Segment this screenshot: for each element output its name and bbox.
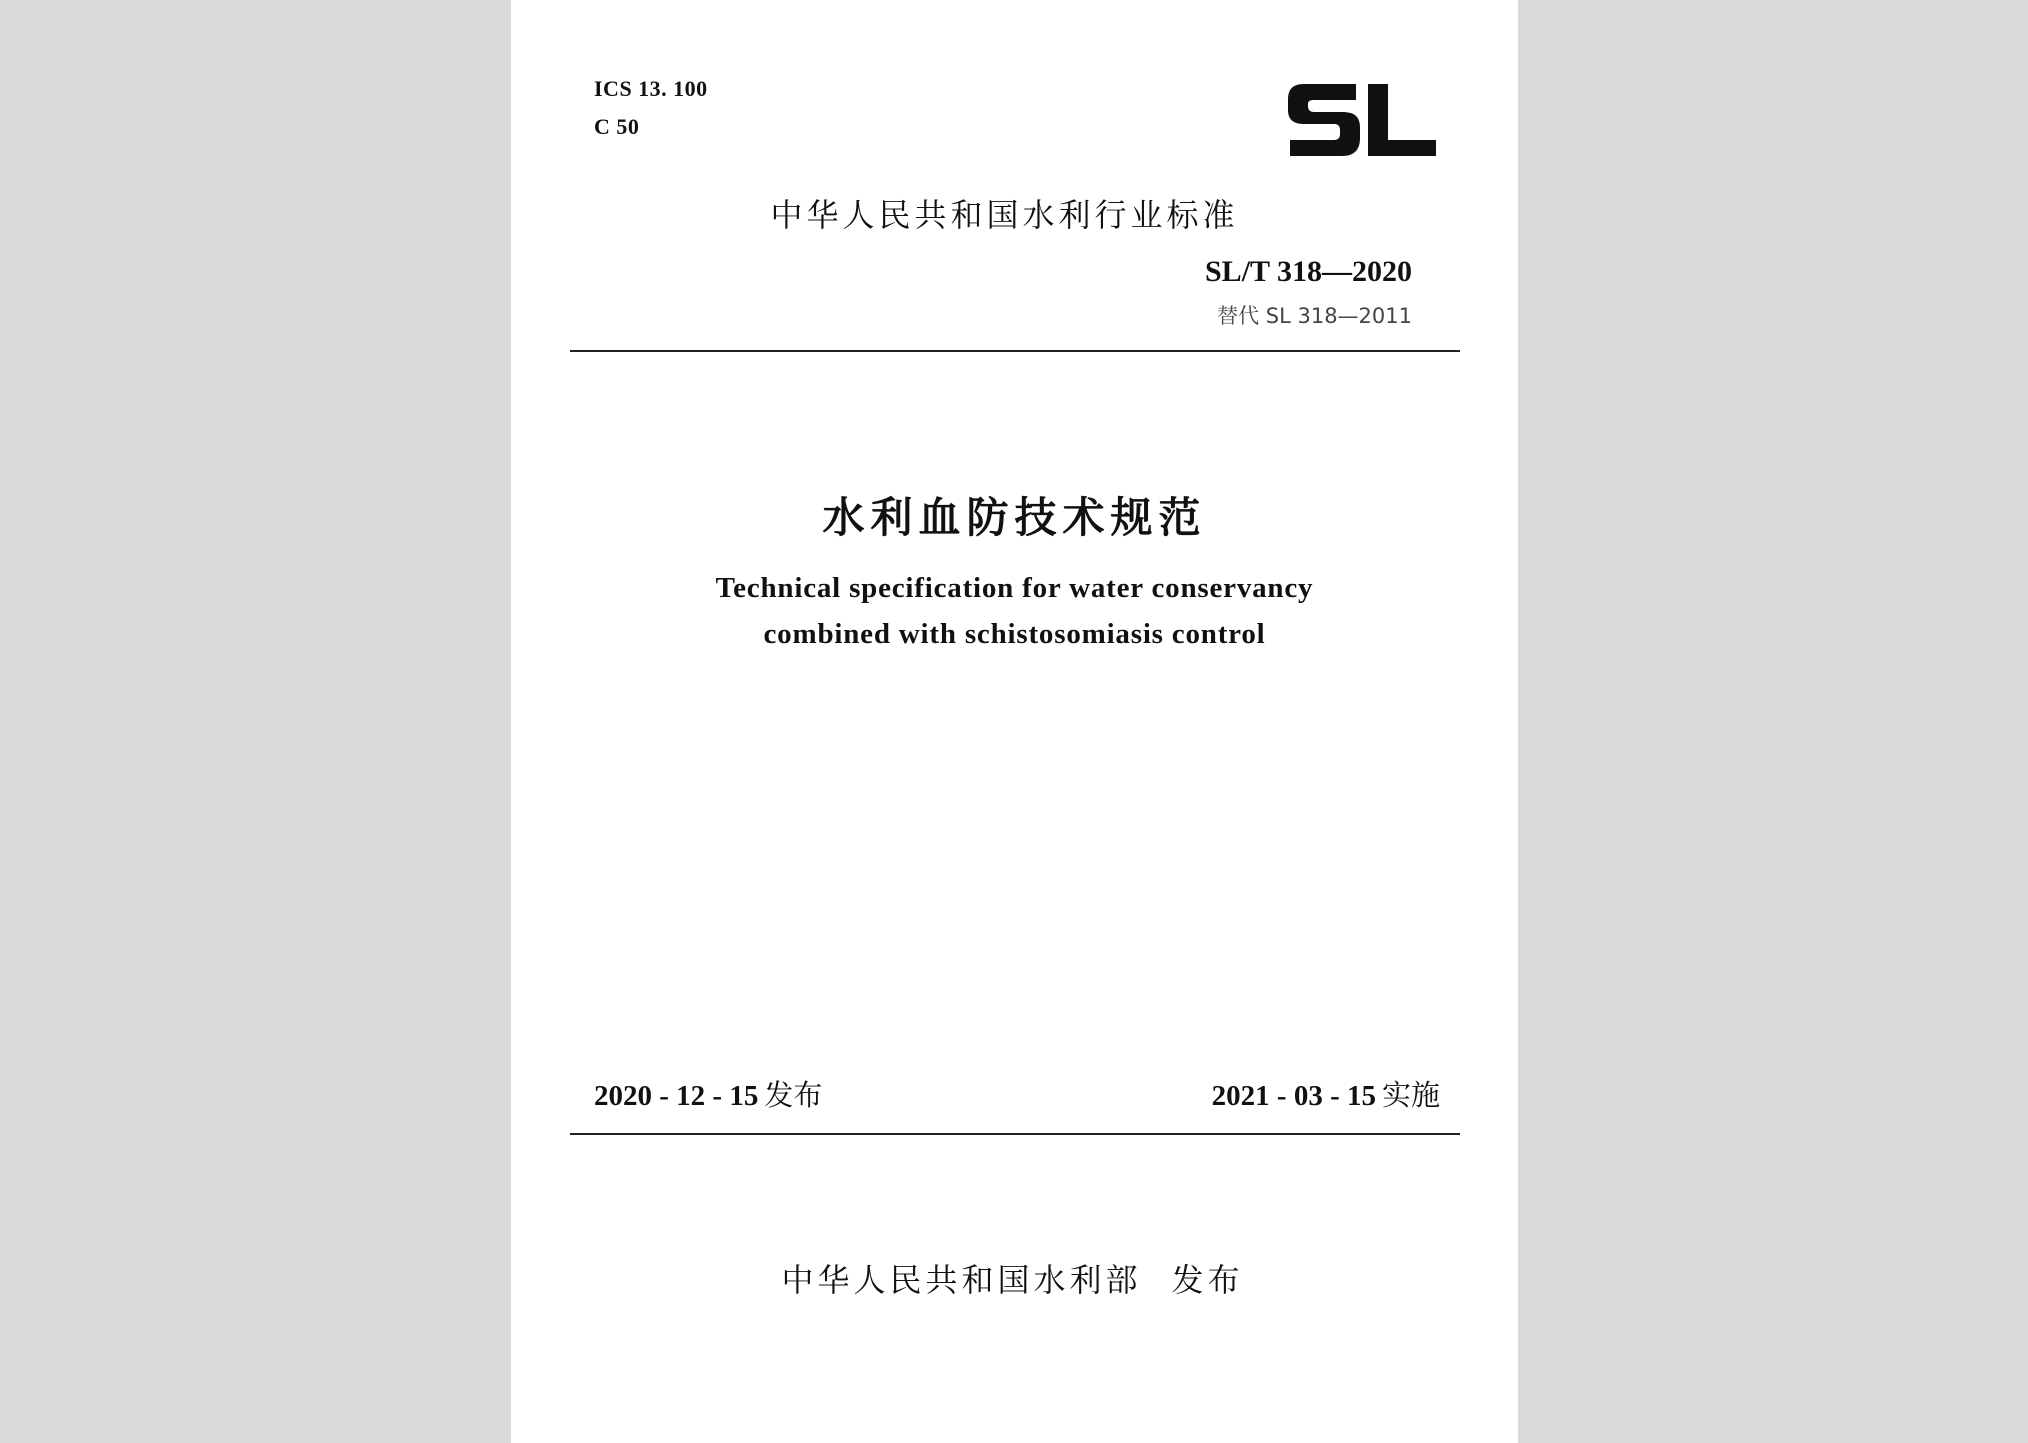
publisher-line [509,1255,1516,1301]
title-chinese: 水利血防技术规范 [822,493,1207,542]
bottom-divider [570,1133,1460,1135]
title-english-line-1: Technical specification for water conservancy [715,572,1314,604]
issue-date-block [594,1073,822,1114]
ccs-code: C 50 [594,114,640,139]
publisher-label: 发布 [1171,1261,1244,1299]
sl-logo-s-glyph [1288,84,1360,156]
title-english-line-2: combined with schistosomiasis control [763,618,1266,650]
standard-code: SL/T 318—2020 [1205,255,1412,288]
implementation-date: 2021 - 03 - 15 [1211,1080,1376,1112]
issue-date: 2020 - 12 - 15 [594,1080,759,1112]
top-divider [570,350,1460,352]
publisher-name: 中华人民共和国水利部 [781,1261,1142,1299]
issue-label: 发布 [764,1078,823,1112]
sl-logo [1286,80,1438,160]
implementation-label: 实施 [1381,1078,1440,1112]
replaces-standard: 替代 SL 318—2011 [1217,304,1412,328]
sl-logo-l-glyph [1368,84,1436,156]
ics-code: ICS 13. 100 [594,76,708,101]
implementation-date-block [1212,1073,1440,1114]
industry-standard-heading: 中华人民共和国水利行业标准 [770,196,1239,234]
cover-page [511,0,1518,1443]
